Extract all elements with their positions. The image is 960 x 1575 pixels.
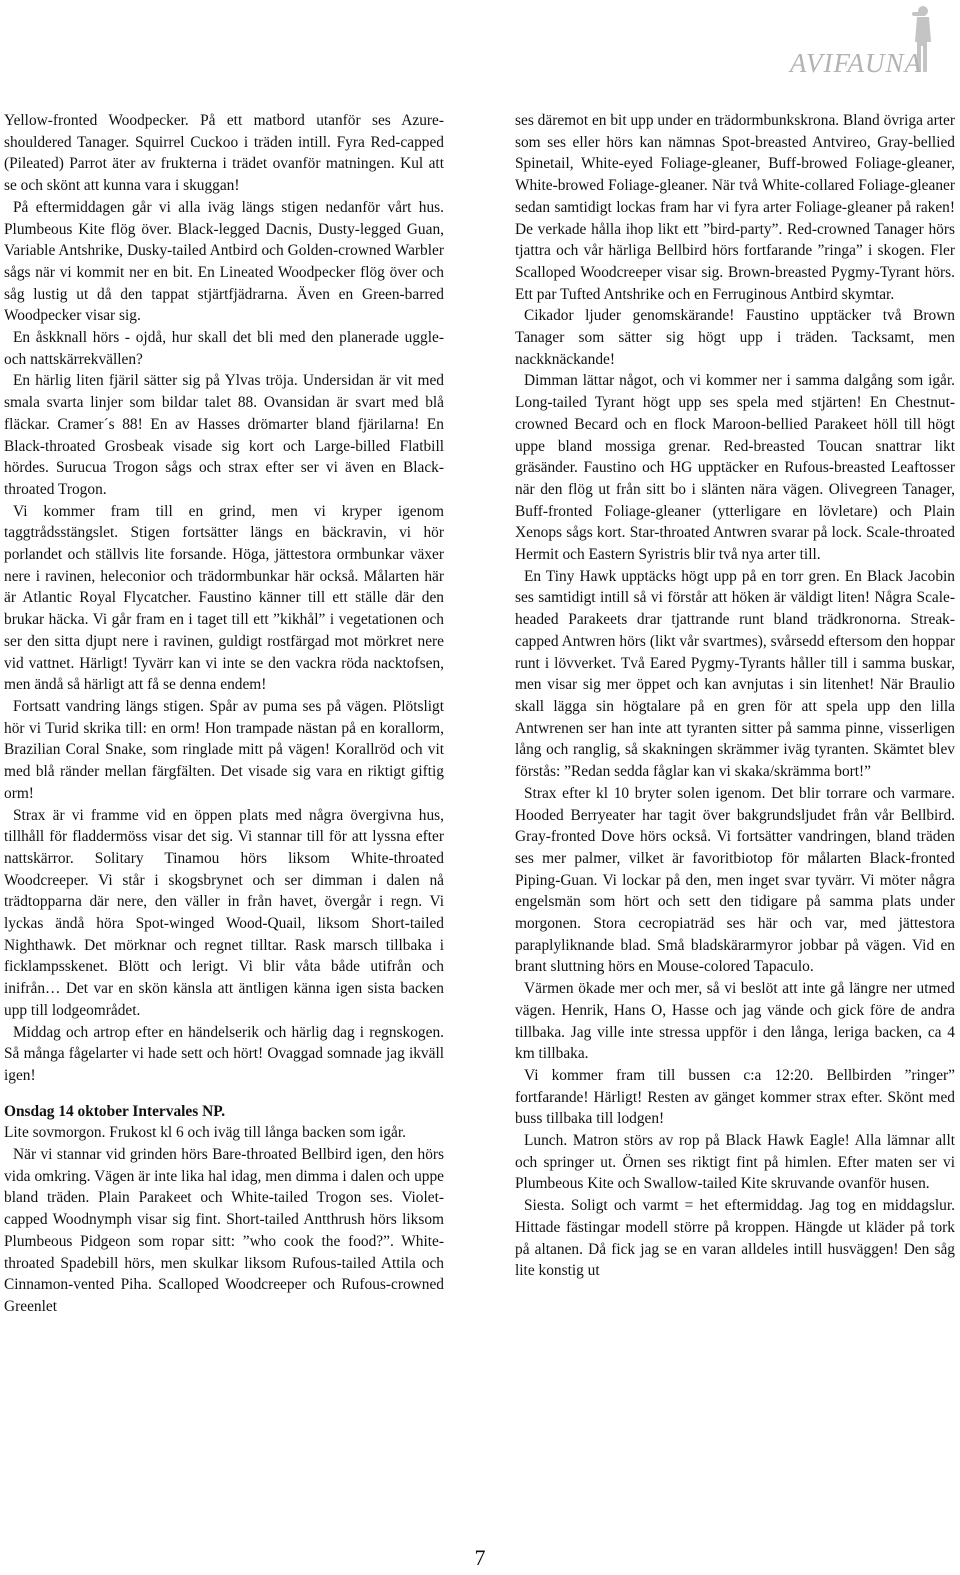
paragraph: När vi stannar vid grinden hörs Bare-throated Bellbird igen, den hörs vida omkring. Vägen är inte lika hal idag, men dimma i dalen och uppe bland träden. Plain Parakeet och White-tailed Trogon ses. Violet-capped Woodnymph visar sig fint. Short-tailed Antthrush hörs liksom Plumbeous Pidgeon som ropar sitt: ”who cook the food?”. White-throated Spadebill hörs, men skulkar liksom Rufous-tailed Attila och Cinnamon-vented Piha. Scalloped Woodcreeper och Rufous-crowned Greenlet	[4, 1146, 444, 1315]
paragraph: Lite sovmorgon. Frukost kl 6 och iväg till långa backen som igår.	[4, 1124, 406, 1142]
paragraph: En Tiny Hawk upptäcks högt upp på en torr gren. En Black Jacobin ses samtidigt intill så vi förstår att höken är väldigt liten! Några Scale-headed Parakeets drar tjattrande runt bland trädkronorna. Streak-capped Antwren hörs (likt vår svartmes), svårsedd eftersom den hoppar runt i lövverket. Två Eared Pygmy-Tyrants håller till i samma buskar, men visar sig mer öppet och kan avnjutas i sin litenhet! När Braulio skall lägga sin högtalare på en gren för att spela upp den lilla Antwrenen ser han inte att tyranten sitter på samma pinne, visserligen lång och ranglig, så skakningen skrämmer iväg tyranten. Skämtet blev förstås: ”Redan sedda fåglar kan vi skaka/skrämma bort!”	[515, 567, 955, 781]
paragraph: En åskknall hörs - ojdå, hur skall det bli med den planerade uggle- och nattskärrekvällen?	[4, 329, 444, 368]
paragraph: ses däremot en bit upp under en trädormbunkskrona. Bland övriga arter som ses eller hörs kan nämnas Spot-breasted Antvireo, Gray-bellied Spinetail, White-eyed Foliage-gleaner, Buff-browed Foliage-gleaner, White-browed Foliage-gleaner. När två White-collared Foliage-gleaner sedan samtidigt lockas fram har vi fyra arter Foliage-gleaner på raken! De verkade hålla ihop likt ett ”bird-party”. Red-crowned Tanager hörs tjattra och vår härliga Bellbird hörs fortfarande ”ringa” i skogen. Fler Scalloped Woodcreeper visar sig. Brown-breasted Pygmy-Tyrant hörs. Ett par Tufted Antshrike och en Ferruginous Antbird skymtar.	[515, 112, 955, 303]
paragraph: Middag och artrop efter en händelserik och härlig dag i regnskogen. Så många fågelarter vi hade sett och hört! Ovaggad somnade jag ikväll igen!	[4, 1023, 444, 1084]
page-number: 7	[474, 1545, 486, 1570]
paragraph: Lunch. Matron störs av rop på Black Hawk Eagle! Alla lämnar allt och springer ut. Örnen ses riktigt fint på himlen. Efter maten ser vi Plumbeous Kite och Swallow-tailed Kite skruvande ovanför husen.	[515, 1132, 955, 1193]
paragraph: På eftermiddagen går vi alla iväg längs stigen nedanför vårt hus. Plumbeous Kite flög över. Black-legged Dacnis, Dusty-legged Guan, Variable Antshrike, Dusky-tailed Antbird och Golden-crowned Warbler sågs när vi kommit ner en bit. En Lineated Woodpecker flög över och såg lustig ut då den tappat stjärtfjädrarna. Även en Green-barred Woodpecker visar sig.	[4, 198, 444, 325]
paragraph: Strax är vi framme vid en öppen plats med några övergivna hus, tillhåll för fladdermöss visar det sig. Vi stannar till för att lyssna efter nattskärror. Solitary Tinamou hörs liksom White-throated Woodcreeper. Vi står i skogsbrynet och ser dimman i dalen nå trädtopparna där nere, den väller in från havet, övergår i regn. Vi lyckas ändå höra Spot-winged Wood-Quail, liksom Short-tailed Nighthawk. Det mörknar och regnet tilltar. Rask marsch tillbaka i ficklampsskenet. Blött och lerigt. Vi blir våta både utifrån och inifrån… Det var en skön känsla att äntligen känna igen sista backen upp till lodgeområdet.	[4, 806, 444, 1019]
paragraph: Fortsatt vandring längs stigen. Spår av puma ses på vägen. Plötsligt hör vi Turid skrika till: en orm! Hon trampade nästan på en korallorm, Brazilian Coral Snake, som ringlade mitt på vägen! Korallröd och vit med blå ränder mellan färgfälten. Det visade sig vara en riktigt giftig orm!	[4, 697, 444, 802]
avifauna-logo	[750, 4, 950, 78]
paragraph: Dimman lättar något, och vi kommer ner i samma dalgång som igår. Long-tailed Tyrant högt upp ses spela med stjärten! En Chestnut-crowned Becard och en flock Maroon-bellied Parakeet höll till högt uppe bland mossiga grenar. Red-breasted Toucan snattrar likt gräsänder. Faustino och HG upptäcker en Rufous-breasted Leaftosser när den flög ut från sitt bo i slänten nära vägen. Olivegreen Tanager, Buff-fronted Foliage-gleaner (ytterligare en lövletare) och Plain Xenops sågs kort. Star-throated Antwren svarar på lock. Scale-throated Hermit och Eastern Syristris blir två nya arter till.	[515, 372, 955, 564]
right-column	[515, 110, 955, 1282]
paragraph: En härlig liten fjäril sätter sig på Ylvas tröja. Undersidan är vit med smala svarta linjer som bildar talet 88. Ovansidan är svart med blå fläckar. Cramer´s 88! En av Hasses drömarter bland fjärilarna! En Black-throated Grosbeak visade sig kort och Large-billed Flatbill hördes. Surucua Trogon sågs och strax efter ser vi även en Black-throated Trogon.	[4, 372, 444, 498]
paragraph: Värmen ökade mer och mer, så vi beslöt att inte gå längre ner utmed vägen. Henrik, Hans O, Hasse och jag vände och gick före de andra tillbaka. Jag ville inte stressa uppför i den långa, leriga backen, ca 4 km tillbaka.	[515, 980, 955, 1063]
paragraph: Cikador ljuder genomskärande! Faustino upptäcker två Brown Tanager som sätter sig högt upp i träden. Tacksamt, men nackknäckande!	[515, 307, 955, 368]
logo-wordmark: AVIFAUNA	[789, 48, 922, 78]
paragraph: Yellow-fronted Woodpecker. På ett matbord utanför ses Azure-shouldered Tanager. Squirrel Cuckoo i träden intill. Fyra Red-capped (Pileated) Parrot äter av frukterna i trädet ovanför matningen. Kul att se och skönt att kunna vara i skuggan!	[4, 112, 444, 195]
paragraph: Vi kommer fram till en grind, men vi kryper igenom taggtrådsstängslet. Stigen fortsätter längs en bäckravin, vi hör porlandet och ställvis lite forsande. Höga, jättestora ormbunkar växer nere i ravinen, heleconior och trädormbunkar här också. Målarten här är Atlantic Royal Flycatcher. Faustino känner till ett ställe där den brukar häcka. Vi går fram en i taget till ett ”kikhål” i vegetationen och ser den sitta djupt nere i ravinen, guldigt rostfärgad mot mörkret nere vid vattnet. Härligt! Tyvärr kan vi inte se den vackra röda nacktofsen, men ändå så härligt att få se denna endem!	[4, 502, 444, 694]
section-heading: Onsdag 14 oktober Intervales NP.	[4, 1102, 226, 1120]
paragraph: Strax efter kl 10 bryter solen igenom. Det blir torrare och varmare. Hooded Berryeater har tagit över bakgrundsljudet från vår Bellbird. Gray-fronted Dove hörs också. Vi fortsätter vandringen, bland träden ses mer palmer, vilket är favoritbiotop för målarten Black-fronted Piping-Guan. Vi lockar på den, men inget svar tyvärr. Vi möter några engelsmän som hört och sett den tidigare på samma plats under morgonen. Stora cecropiaträd ses här och var, med jättestora paraplyliknande blad. Små bladskärarmyror jobbar på vägen. Vid en brant sluttning hörs en Mouse-colored Tapaculo.	[515, 784, 955, 976]
paragraph: Siesta. Soligt och varmt = het eftermiddag. Jag tog en middagslur. Hittade fästingar modell större på kroppen. Hängde ut kläder på tork på altanen. Då fick jag se en varan alldeles intill husväggen! Den såg lite konstig ut	[515, 1197, 955, 1280]
left-column	[4, 110, 444, 1318]
paragraph: Vi kommer fram till bussen c:a 12:20. Bellbirden ”ringer” fortfarande! Härligt! Resten av gänget kommer strax efter. Skönt med buss tillbaka till lodgen!	[515, 1066, 955, 1128]
